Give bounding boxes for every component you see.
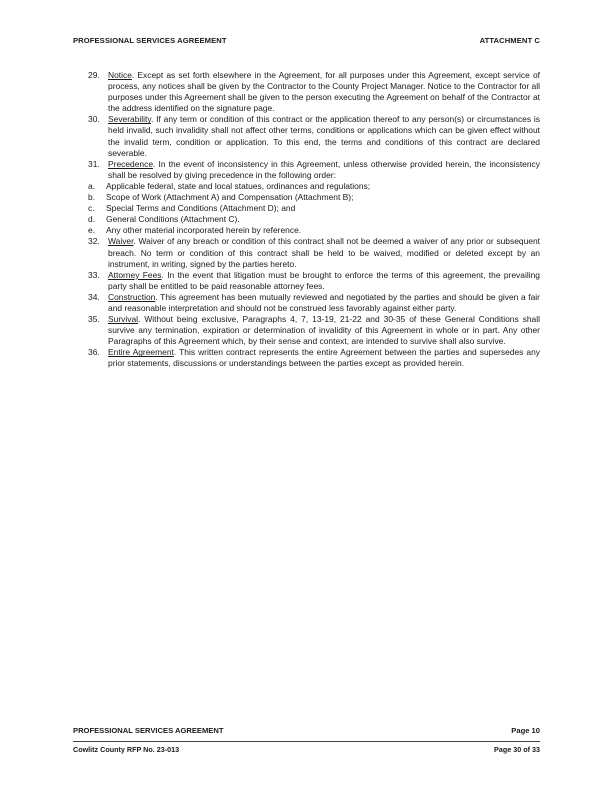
precedence-item [88, 181, 540, 192]
precedence-letter: c. [88, 203, 95, 214]
header-title: PROFESSIONAL SERVICES AGREEMENT [73, 36, 227, 45]
precedence-text: Scope of Work (Attachment A) and Compensation (Attachment B); [106, 192, 354, 203]
clause-33 [88, 270, 540, 292]
clause-36 [88, 347, 540, 369]
clause-text: . Except as set forth elsewhere in the Agreement, for all purposes under this Agreement, except service of process, any notices shall be given by the Contractor to the County Project Manager. Notice to the Contractor for all purposes under this Agreement shall be given to the person executing the Agreement on behalf of the Contractor at the address identified on the signature page. [108, 70, 540, 114]
clause-number: 30. [88, 114, 100, 125]
clause-32 [88, 236, 540, 269]
precedence-text: Applicable federal, state and local statues, ordinances and regulations; [106, 180, 371, 191]
precedence-item [88, 203, 540, 214]
clause-term: Precedence [108, 158, 154, 169]
document-page-count: Page 30 of 33 [494, 745, 540, 754]
footer-page-number: Page 10 [511, 726, 540, 735]
clause-30 [88, 114, 540, 158]
clause-text: . This written contract represents the entire Agreement between the parties and supersedes any prior statements, discussions or understandings between the parties except as provided herein. [108, 347, 541, 369]
page-footer [73, 726, 540, 735]
header-attachment: ATTACHMENT C [479, 36, 540, 45]
clause-number: 32. [88, 236, 100, 247]
clause-term: Survival [108, 314, 139, 325]
clause-31 [88, 159, 540, 237]
clause-number: 34. [88, 291, 100, 302]
precedence-letter: a. [88, 180, 96, 191]
clause-text: . If any term or condition of this contract or the application thereof to any person(s) or circumstances is held invalid, such invalidity shall not affect other terms, conditions or applications which can be given effect without the invalid term, condition or application. To this end, the terms and conditions of this contract are declared severable. [108, 114, 540, 158]
precedence-letter: d. [88, 214, 96, 225]
clause-text: . In the event that litigation must be brought to enforce the terms of this agreement, the prevailing party shall be entitled to be paid reasonable attorney fees. [108, 269, 540, 291]
clause-text: . Without being exclusive, Paragraphs 4, 7, 13-19, 21-22 and 30-35 of these General Conditions shall survive any termination, expiration or determination of invalidity of this Agreement in whole or in part. Any other Paragraphs of this Agreement which, by their sense and context, are intended to survive shall also survive. [108, 314, 540, 347]
clause-term: Entire Agreement [108, 347, 174, 358]
precedence-text: Special Terms and Conditions (Attachment D); and [106, 203, 296, 214]
clause-29 [88, 70, 540, 114]
clause-term: Attorney Fees [108, 269, 162, 280]
clause-term: Construction [108, 291, 156, 302]
precedence-text: Any other material incorporated herein by reference. [106, 225, 302, 236]
clause-number: 31. [88, 158, 100, 169]
precedence-item [88, 192, 540, 203]
clause-number: 29. [88, 70, 100, 80]
precedence-item [88, 225, 540, 236]
precedence-letter: e. [88, 225, 96, 236]
precedence-letter: b. [88, 192, 96, 203]
agreement-clauses [88, 70, 540, 370]
clause-text: . Waiver of any breach or condition of this contract shall not be deemed a waiver of any prior or subsequent breach. No term or condition of this contract shall be held to be waived, modified or deleted except by an instrument, in writing, signed by the parties hereto. [108, 236, 540, 269]
rfp-number: Cowlitz County RFP No. 23-013 [73, 745, 180, 754]
clause-number: 35. [88, 314, 100, 325]
clause-number: 33. [88, 269, 100, 280]
clause-term: Severability [108, 114, 151, 125]
precedence-item [88, 214, 540, 225]
footer-title: PROFESSIONAL SERVICES AGREEMENT [73, 726, 224, 735]
precedence-text: General Conditions (Attachment C). [106, 214, 240, 225]
page-header [73, 36, 540, 45]
clause-text: . In the event of inconsistency in this Agreement, unless otherwise provided herein, the inconsistency shall be resolved by giving precedence in the following order: [108, 158, 540, 180]
footer-divider [73, 741, 540, 742]
clause-34 [88, 292, 540, 314]
clause-term: Waiver [108, 236, 134, 247]
clause-35 [88, 314, 540, 347]
clause-term: Notice [108, 70, 132, 80]
document-footer [73, 745, 540, 754]
clause-text: . This agreement has been mutually reviewed and negotiated by the parties and should be given a fair and reasonable interpretation and should not be construed less favorably against either party. [108, 291, 540, 313]
clause-number: 36. [88, 347, 100, 358]
